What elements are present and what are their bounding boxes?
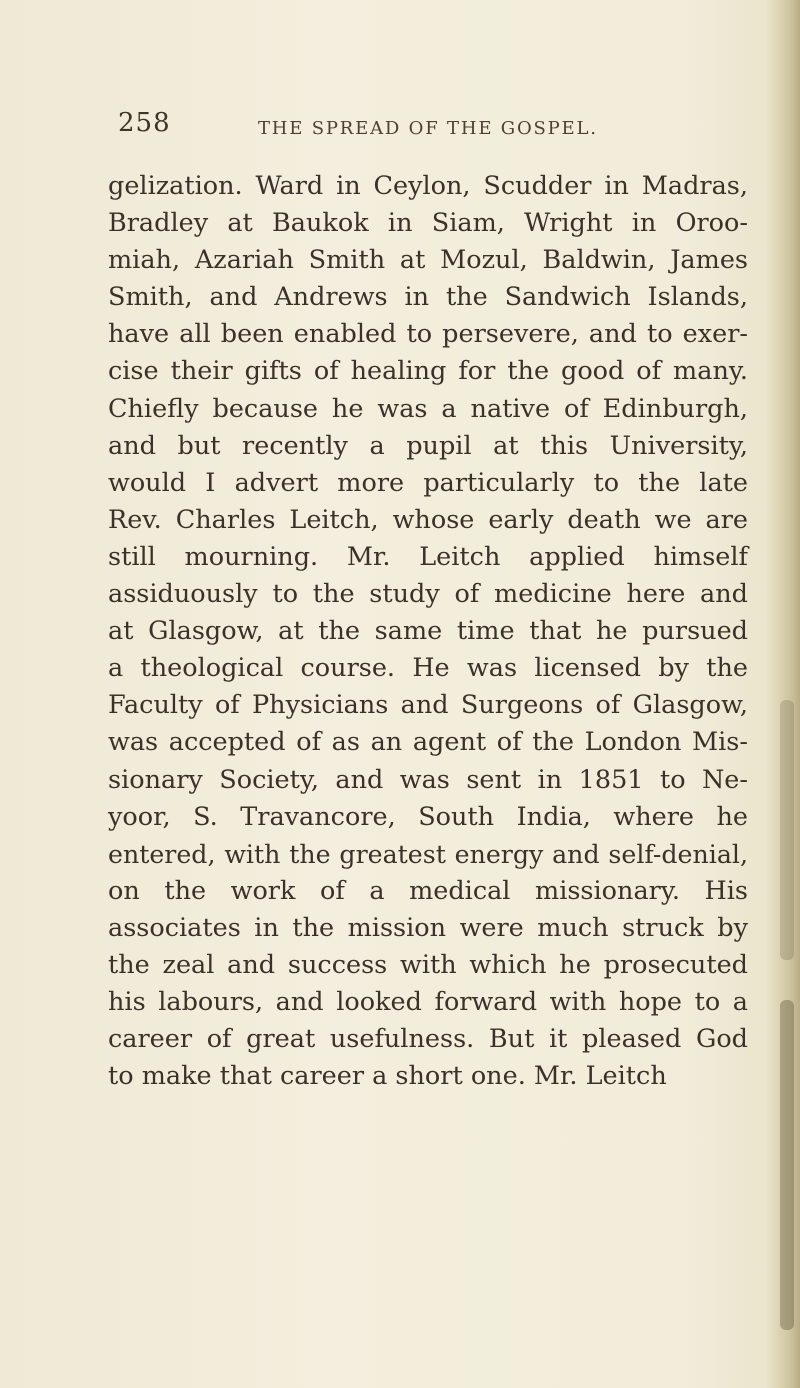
text-line: entered, with the greatest energy and self-denial, xyxy=(108,839,748,869)
page-header xyxy=(118,108,738,158)
text-line: on the work of a medical missionary. His xyxy=(108,875,748,906)
text-line: assiduously to the study of medicine here and xyxy=(108,579,748,610)
text-line: a theological course. He was licensed by the xyxy=(108,653,748,684)
text-line: sionary Society, and was sent in 1851 to Ne- xyxy=(108,764,748,795)
page-number: 258 xyxy=(118,108,171,138)
body-text xyxy=(108,168,748,1095)
text-line: Smith, and Andrews in the Sandwich Islands, xyxy=(108,282,748,313)
text-line: and but recently a pupil at this University, xyxy=(108,430,748,461)
edge-shadow-mark xyxy=(780,1000,794,1330)
text-line: Faculty of Physicians and Surgeons of Glasgow, xyxy=(108,690,748,721)
text-line: Rev. Charles Leitch, whose early death we are xyxy=(108,504,748,535)
page-edge-shading xyxy=(766,0,800,1388)
text-line: would I advert more particularly to the late xyxy=(108,467,748,498)
text-line: yoor, S. Travancore, South India, where he xyxy=(108,801,748,832)
text-line: to make that career a short one. Mr. Leitch xyxy=(108,1061,667,1092)
text-line: was accepted of as an agent of the London Mis- xyxy=(108,727,748,758)
text-line: his labours, and looked forward with hope to a xyxy=(108,987,748,1018)
edge-shadow-mark xyxy=(780,700,794,960)
text-line: associates in the mission were much struck by xyxy=(108,912,748,943)
text-line: Bradley at Baukok in Siam, Wright in Oroo- xyxy=(108,208,748,239)
text-line: cise their gifts of healing for the good of many. xyxy=(108,356,748,387)
text-line: the zeal and success with which he prosecuted xyxy=(108,949,748,980)
running-head: THE SPREAD OF THE GOSPEL. xyxy=(258,118,598,139)
text-line: Chiefly because he was a native of Edinburgh, xyxy=(108,393,748,424)
text-line: still mourning. Mr. Leitch applied himself xyxy=(108,541,748,572)
text-line: miah, Azariah Smith at Mozul, Baldwin, James xyxy=(108,245,748,276)
text-line: career of great usefulness. But it pleased God xyxy=(108,1024,748,1055)
text-line: have all been enabled to persevere, and to exer- xyxy=(108,319,748,350)
text-line: at Glasgow, at the same time that he pursued xyxy=(108,616,748,647)
text-line: gelization. Ward in Ceylon, Scudder in Madras, xyxy=(108,171,748,201)
